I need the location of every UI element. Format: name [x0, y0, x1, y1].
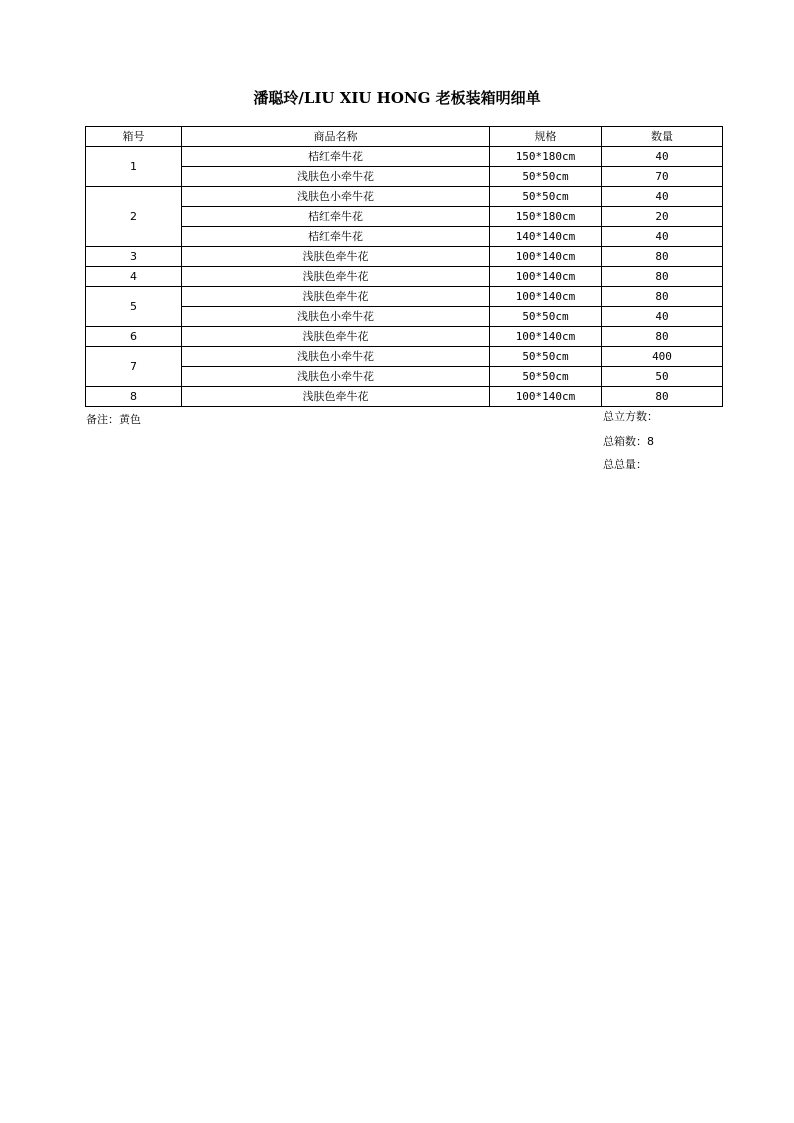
cell-box-no: 8 [86, 387, 182, 407]
cell-spec: 50*50cm [490, 307, 602, 327]
table-row [86, 167, 723, 187]
cell-product-name: 浅肤色小牵牛花 [182, 187, 490, 207]
cell-product-name: 桔红牵牛花 [182, 147, 490, 167]
total-weight-label: 总总量： [603, 458, 647, 471]
cell-spec: 100*140cm [490, 327, 602, 347]
cell-product-name: 桔红牵牛花 [182, 227, 490, 247]
cell-box-no: 6 [86, 327, 182, 347]
cell-spec: 50*50cm [490, 167, 602, 187]
cell-spec: 100*140cm [490, 287, 602, 307]
table-row [86, 307, 723, 327]
cell-quantity: 40 [602, 147, 723, 167]
cell-spec: 100*140cm [490, 267, 602, 287]
total-boxes-label: 总箱数：8 [603, 435, 654, 448]
cell-quantity: 50 [602, 367, 723, 387]
cell-box-no: 3 [86, 247, 182, 267]
table-row [86, 367, 723, 387]
cell-quantity: 40 [602, 227, 723, 247]
cell-spec: 50*50cm [490, 367, 602, 387]
cell-box-no: 7 [86, 347, 182, 387]
cell-quantity: 80 [602, 387, 723, 407]
cell-quantity: 400 [602, 347, 723, 367]
cell-quantity: 70 [602, 167, 723, 187]
table-row [86, 207, 723, 227]
header-spec: 规格 [490, 127, 602, 147]
cell-spec: 150*180cm [490, 207, 602, 227]
cell-quantity: 80 [602, 247, 723, 267]
cell-box-no: 5 [86, 287, 182, 327]
total-volume-label: 总立方数： [603, 410, 658, 423]
table-row [86, 347, 723, 367]
cell-spec: 150*180cm [490, 147, 602, 167]
cell-spec: 100*140cm [490, 247, 602, 267]
cell-box-no: 1 [86, 147, 182, 187]
cell-product-name: 浅肤色小牵牛花 [182, 367, 490, 387]
table-row [86, 147, 723, 167]
cell-product-name: 浅肤色牵牛花 [182, 287, 490, 307]
cell-spec: 50*50cm [490, 187, 602, 207]
table-row [86, 227, 723, 247]
header-product-name: 商品名称 [182, 127, 490, 147]
table-header-row [86, 127, 723, 147]
cell-product-name: 浅肤色牵牛花 [182, 327, 490, 347]
header-box-no: 箱号 [86, 127, 182, 147]
cell-spec: 50*50cm [490, 347, 602, 367]
table-row [86, 327, 723, 347]
cell-spec: 140*140cm [490, 227, 602, 247]
cell-quantity: 20 [602, 207, 723, 227]
cell-product-name: 浅肤色牵牛花 [182, 387, 490, 407]
table-row [86, 187, 723, 207]
cell-quantity: 80 [602, 267, 723, 287]
cell-quantity: 40 [602, 307, 723, 327]
cell-product-name: 桔红牵牛花 [182, 207, 490, 227]
cell-quantity: 80 [602, 327, 723, 347]
cell-box-no: 2 [86, 187, 182, 247]
cell-product-name: 浅肤色小牵牛花 [182, 347, 490, 367]
table-row [86, 387, 723, 407]
cell-spec: 100*140cm [490, 387, 602, 407]
cell-product-name: 浅肤色小牵牛花 [182, 167, 490, 187]
page-title: 潘聪玲/LIU XIU HONG 老板装箱明细单 [253, 89, 541, 107]
table-body [86, 147, 723, 407]
packing-list-table [85, 126, 723, 407]
header-quantity: 数量 [602, 127, 723, 147]
table-row [86, 267, 723, 287]
table-row [86, 287, 723, 307]
cell-box-no: 4 [86, 267, 182, 287]
cell-quantity: 40 [602, 187, 723, 207]
remark-note: 备注：黄色 [86, 413, 141, 426]
table-row [86, 247, 723, 267]
cell-quantity: 80 [602, 287, 723, 307]
cell-product-name: 浅肤色牵牛花 [182, 247, 490, 267]
cell-product-name: 浅肤色牵牛花 [182, 267, 490, 287]
cell-product-name: 浅肤色小牵牛花 [182, 307, 490, 327]
